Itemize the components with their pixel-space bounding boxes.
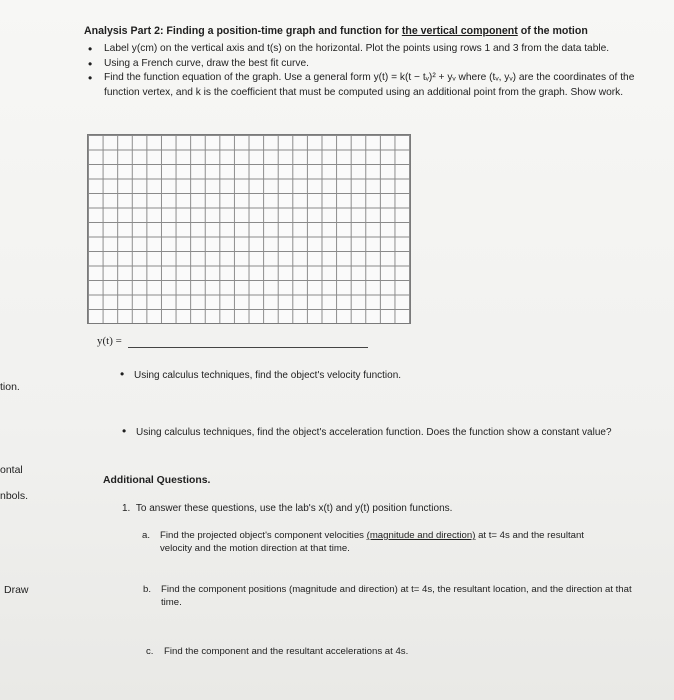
question-1c-text: Find the component and the resultant accelerations at 4s. <box>164 646 409 657</box>
q1a-post: at t= 4s and the resultant velocity and the motion direction at that time. <box>160 530 584 554</box>
instruction-item: • Find the function equation of the graph. Use a general form y(t) = k(t − tᵥ)² + yᵥ where (tᵥ, yᵥ) are the coordinates of the function vertex, and k is the coefficient that must be computed using an additional point from the graph. Show work. <box>88 71 668 100</box>
graph-grid[interactable] <box>87 134 411 324</box>
instruction-item: • Using a French curve, draw the best fit curve. <box>88 57 668 72</box>
left-page-fragment: ontal <box>0 464 23 476</box>
title-prefix: Analysis Part 2: Finding a position-time graph and function for <box>84 25 402 37</box>
q1a-underlined: (magnitude and direction) <box>366 530 476 541</box>
question-1 <box>122 503 452 514</box>
left-page-fragment: nbols. <box>0 490 29 502</box>
title-suffix: of the motion <box>517 25 588 37</box>
question-1a-text <box>142 530 612 555</box>
left-page-fragment: tion. <box>0 381 20 393</box>
question-1b-text: Find the component positions (magnitude and direction) at t= 4s, the resultant location, and the direction at that time. <box>161 584 632 608</box>
question-1-number: 1. <box>122 503 131 514</box>
left-page-fragment: Draw <box>4 584 29 596</box>
acceleration-question-text: Using calculus techniques, find the object's acceleration function. Does the function show a constant value? <box>136 427 612 438</box>
bullet-icon: • <box>122 424 127 438</box>
additional-questions-heading: Additional Questions. <box>103 475 211 486</box>
q1a-pre: Find the projected object's component velocities <box>160 530 367 541</box>
title-underlined: the vertical component <box>401 25 518 37</box>
question-1c-label: c. <box>146 646 154 657</box>
bullet-icon: • <box>120 367 125 381</box>
yt-answer-line[interactable] <box>128 347 368 348</box>
section-title <box>84 25 588 37</box>
question-1a <box>142 530 612 555</box>
instruction-list <box>88 42 668 100</box>
question-1-text: To answer these questions, use the lab's x(t) and y(t) position functions. <box>135 503 453 514</box>
velocity-question-text: Using calculus techniques, find the object's velocity function. <box>134 370 402 381</box>
instruction-item: • Label y(cm) on the vertical axis and t(s) on the horizontal. Plot the points using rows 1 and 3 from the data table. <box>88 42 668 57</box>
question-1b <box>143 584 643 609</box>
question-1c <box>146 646 566 659</box>
question-1a-label: a. <box>142 530 151 541</box>
velocity-question <box>120 367 401 381</box>
yt-label: y(t) = <box>97 335 122 347</box>
question-1b-label: b. <box>143 584 152 595</box>
acceleration-question <box>122 424 612 438</box>
